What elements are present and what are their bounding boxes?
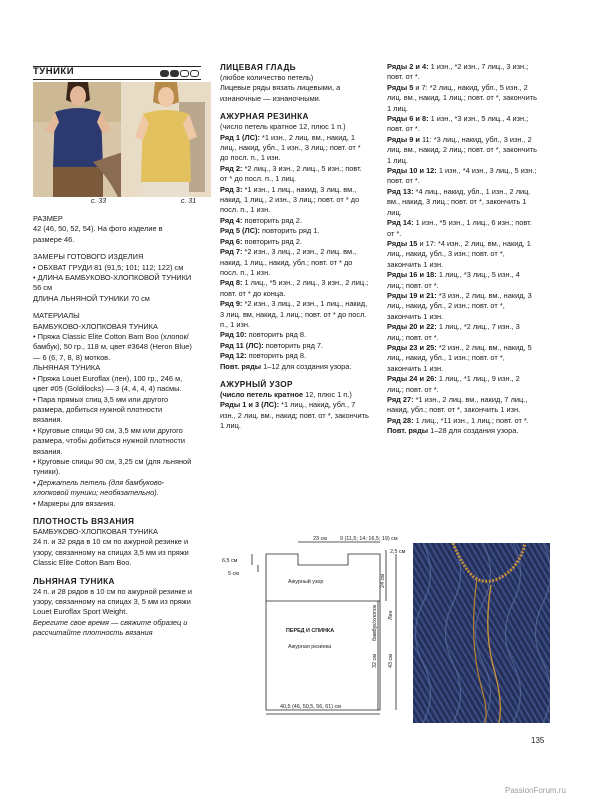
lace-row	[387, 187, 537, 218]
knit-swatch-photo	[413, 543, 550, 723]
rib-row	[220, 341, 370, 351]
row-label: Ряды 1 и 3 (ЛС):	[220, 400, 280, 410]
row-label: Ряд 10:	[220, 330, 247, 340]
label-side-24: 24 см	[380, 574, 386, 588]
row-text: 1 лиц., *1 лиц., 9 изн., 2 лиц.; повт. от *.	[387, 374, 520, 394]
gauge-heading: ПЛОТНОСТЬ ВЯЗАНИЯ	[33, 516, 135, 526]
difficulty-pill	[190, 70, 199, 77]
lace-row	[220, 400, 370, 431]
lace-row	[387, 83, 537, 114]
label-rib: Ажурная резинка	[288, 644, 332, 650]
row-text: 1 лиц., *11 изн., 1 лиц.; повт. от *.	[413, 415, 529, 425]
difficulty-pill	[180, 70, 189, 77]
row-label: Ряды 23 и 25:	[387, 342, 437, 352]
lace-row	[387, 62, 537, 83]
gauge-subheading: БАМБУКОВО-ХЛОПКОВАЯ ТУНИКА	[33, 526, 158, 536]
row-label: Ряды 24 и 26:	[387, 374, 437, 384]
measures-line: ДЛИНА ЛЬНЯНОЙ ТУНИКИ 70 см	[33, 293, 150, 303]
label-top-right: 2,5 см	[390, 549, 406, 555]
page-title: ТУНИКИ	[33, 66, 75, 77]
lace-intro-text: 12, плюс 1 п.)	[303, 389, 352, 399]
label-side-bamboo: бамбук/хлопок	[372, 604, 378, 641]
stockinette-text: (любое количество петель)	[220, 73, 314, 82]
lace-intro-bold: (число петель кратное	[220, 389, 304, 399]
row-text: *1 изн., 2 лиц. вм., накид, 7 лиц., накид, убл.; повт. от *, закончить 1 изн.	[387, 395, 528, 415]
stockinette-heading: ЛИЦЕВАЯ ГЛАДЬ	[220, 63, 296, 72]
row-label: Ряды 20 и 22:	[387, 322, 437, 332]
row-text: и 7: *2 лиц., накид, убл., 5 изн., 2 лиц. вм., накид, 1 лиц.; повт. от *, закончить 1 лиц.	[387, 82, 537, 113]
row-text: 1 лиц., *2 лиц., 7 изн., 3 лиц.; повт. от *.	[387, 322, 520, 342]
row-label: Ряд 3:	[220, 184, 243, 194]
materials-item: • Круговые спицы 90 см, 3,5 мм или другого размера, чтобы добиться нужной плотности вязания.	[33, 425, 185, 456]
row-label: Ряд 5 (ЛС):	[220, 226, 260, 236]
row-text: повторить ряд 8.	[246, 330, 307, 340]
row-label: Ряд 8:	[220, 278, 243, 288]
row-text: повторить ряд 2.	[242, 236, 302, 246]
materials-item: • Пряжа Classic Elite Cotton Bam Boo (хлопок/бамбук), 50 гр., 118 м, цвет #3648 (Heron Blue) — 6 (6, 7, 8, 8) мотков.	[33, 332, 192, 362]
row-label: Повт. ряды	[220, 361, 262, 371]
row-label: Ряд 12:	[220, 351, 247, 361]
lace-row	[387, 239, 537, 270]
row-label: Ряды 6 и 8:	[387, 114, 429, 124]
row-text: 1 изн., *2 изн., 7 лиц., 3 изн.; повт. от *.	[387, 62, 529, 82]
row-label: Ряд 13:	[387, 186, 414, 196]
row-text: повторить ряд 7.	[263, 340, 324, 350]
rib-row	[220, 133, 370, 164]
row-text: *2 лиц., 3 изн., 2 лиц., 5 изн.; повт. от * до посл. п., 1 лиц.	[220, 163, 362, 184]
materials-subheading: ЛЬНЯНАЯ ТУНИКА	[33, 363, 101, 373]
column-lace-rows	[387, 62, 537, 437]
row-text: *1 изн., 2 лиц. вм., накид, 1 лиц., накид, убл., 1 изн., 3 лиц.; повт. от * до посл. п., 1 изн.	[220, 132, 361, 163]
label-lace: Ажурный узор	[288, 579, 324, 585]
row-label: Ряд 1 (ЛС):	[220, 132, 260, 142]
row-label: Ряды 2 и 4:	[387, 62, 429, 71]
rib-row	[220, 216, 370, 226]
column-size-materials	[33, 214, 193, 639]
lace-row	[387, 374, 537, 395]
materials-heading: МАТЕРИАЛЫ	[33, 311, 80, 321]
rib-intro: (число петель кратное 12, плюс 1 п.)	[220, 122, 346, 132]
label-neck-1: 6,5 см	[222, 558, 238, 564]
rib-row	[220, 185, 370, 216]
label-side-linen: Лен	[388, 610, 394, 620]
schematic-diagram	[218, 536, 408, 716]
watermark: PassionForum.ru	[505, 786, 566, 795]
lace-intro	[220, 390, 370, 400]
lace-repeat	[387, 426, 537, 436]
row-label: Ряды 16 и 18:	[387, 270, 437, 280]
stockinette-text: Лицевые ряды вязать лицевыми, а изнаночные — изнаночными.	[220, 83, 341, 103]
row-text: *1 изн., 1 лиц., накид, 3 лиц. вм., накид, 1 лиц., 2 изн., 3 лиц.; повт. от * до посл. п., 1 изн.	[220, 184, 360, 215]
page-number: 135	[531, 736, 545, 745]
row-label: Повт. ряды	[387, 426, 429, 436]
rib-row	[220, 164, 370, 185]
row-label: Ряды 10 и 12:	[387, 166, 437, 176]
row-label: Ряд 6:	[220, 236, 243, 246]
row-label: Ряды 5	[387, 82, 414, 92]
row-label: Ряд 9:	[220, 299, 243, 309]
rib-repeat	[220, 362, 370, 372]
label-top-width: 23 см	[313, 536, 327, 542]
size-heading: РАЗМЕР	[33, 214, 63, 223]
materials-subheading: БАМБУКОВО-ХЛОПКОВАЯ ТУНИКА	[33, 321, 158, 331]
rib-heading: АЖУРНАЯ РЕЗИНКА	[220, 112, 309, 122]
label-shoulder: 9 (11,5; 14; 16,5; 19) см	[340, 536, 398, 542]
row-text: *2 изн., 3 лиц., 2 изн., 2 лиц. вм., накид, 1 лиц., накид, убл.; повт. от * до посл. п., 1 изн.	[220, 247, 357, 277]
rib-row	[220, 330, 370, 340]
lace-row	[387, 291, 537, 322]
row-text: 1–28 для создания узора.	[428, 426, 519, 436]
difficulty-pill	[160, 70, 169, 77]
column-patterns	[220, 62, 370, 432]
materials-item: • Держатель петель (для бамбуково-хлопковой туники; необязательно).	[33, 477, 165, 498]
lace-row	[387, 322, 537, 343]
lace-row	[387, 114, 537, 135]
lace-row	[387, 395, 537, 416]
gauge-text: 24 п. и 28 рядов в 10 см по ажурной резинке и узору, связанному на спицах 3, 5 мм из пряжи Louet Euroflax Sport Weight.	[33, 586, 193, 617]
row-label: Ряды 19 и 21:	[387, 290, 437, 300]
difficulty-indicator	[159, 70, 199, 77]
rib-row	[220, 247, 370, 278]
row-text: 1 лиц., *5 изн., 2 лиц., 3 изн., 2 лиц.; повт. от * до конца.	[220, 278, 369, 298]
row-text: 1–12 для создания узора.	[261, 361, 352, 371]
gauge-text: 24 п. и 32 ряда в 10 см по ажурной резинке и узору, связанному на спицах 3,5 мм из пряжи Classic Elite Cotton Bam Boo.	[33, 537, 189, 568]
rib-row	[220, 278, 370, 299]
lace-heading: АЖУРНЫЙ УЗОР	[220, 379, 293, 389]
row-text: и 17: *4 изн., 2 лиц. вм., накид, 1 лиц., накид, убл., 3 изн.; повт. от *, закончить 1 изн.	[387, 238, 531, 269]
rib-row	[220, 237, 370, 247]
row-text: *3 изн., 2 лиц. вм., накид, 3 лиц., накид, убл., 2 изн.; повт. от *, закончить 1 изн.	[387, 290, 532, 321]
row-text: 1 изн., *4 изн., 3 лиц., 5 изн.; повт. от *.	[387, 166, 537, 186]
lace-row	[387, 416, 537, 426]
rib-row	[220, 299, 370, 330]
photo-caption-left: с. 33	[91, 198, 107, 205]
row-text: 1 изн., *3 изн., 5 лиц., 4 изн.; повт. от *.	[387, 114, 529, 134]
materials-item: • Маркеры для вязания.	[33, 498, 116, 508]
lace-row	[387, 166, 537, 187]
gauge-subheading-linen: ЛЬНЯНАЯ ТУНИКА	[33, 576, 115, 586]
row-label: Ряд 28:	[387, 415, 414, 425]
lace-row	[387, 218, 537, 239]
row-text: 1 лиц., *3 лиц., 5 изн., 4 лиц.; повт. от *.	[387, 270, 520, 290]
row-label: Ряд 14:	[387, 218, 414, 228]
row-text: *2 изн., 3 лиц., 2 изн., 1 лиц., накид, 3 лиц. вм, накид, 1 лиц.; повт. от * до посл. п., 1 изн.	[220, 299, 368, 329]
row-label: Ряды 9 и	[387, 134, 420, 144]
row-text: повторить ряд 8.	[246, 351, 307, 361]
row-label: Ряд 4:	[220, 215, 243, 225]
row-label: Ряд 2:	[220, 163, 243, 173]
lace-row	[387, 270, 537, 291]
row-text: повторить ряд 2.	[242, 215, 302, 225]
row-text: 1 изн., *5 изн., 1 лиц., 6 изн.; повт. от *.	[387, 218, 532, 238]
measures-line: • ДЛИНА БАМБУКОВО-ХЛОПКОВОЙ ТУНИКИ 56 см	[33, 273, 192, 293]
label-side-32: 32 см	[372, 654, 378, 668]
photo-yellow-tunic	[121, 82, 211, 197]
size-text: 42 (46, 50, 52, 54). На фото изделие в размере 46.	[33, 224, 163, 244]
row-label: Ряд 27:	[387, 395, 414, 404]
label-front-back: ПЕРЕД И СПИНКА	[286, 628, 335, 634]
row-text: повторить ряд 1.	[259, 226, 320, 236]
lace-row	[387, 343, 537, 374]
photo-caption-right: с. 31	[181, 198, 197, 205]
rib-row	[220, 351, 370, 361]
section-title-bar	[33, 66, 201, 80]
row-label: Ряд 11 (ЛС):	[220, 340, 264, 350]
label-bottom-width: 40,5 (46, 50,5, 56, 61) см	[280, 704, 341, 710]
materials-item: • Пара прямых спиц 3,5 мм или другого размера, добиться нужной плотности вязания.	[33, 394, 169, 425]
row-text: *4 лиц., накид, убл., 1 изн., 2 лиц. вм., накид, 3 лиц.; повт. от *, закончить 1 лиц.	[387, 186, 531, 217]
rib-row	[220, 226, 370, 236]
measures-line: • ОБХВАТ ГРУДИ 81 (91,5; 101; 112; 122) см	[33, 262, 184, 272]
measures-heading: ЗАМЕРЫ ГОТОВОГО ИЗДЕЛИЯ	[33, 252, 144, 262]
lace-row	[387, 135, 537, 166]
row-label: Ряд 7:	[220, 247, 243, 257]
label-neck-2: 5 см	[228, 571, 239, 577]
row-text: 11: *3 лиц., накид, убл., 3 изн., 2 лиц. вм., накид, 2 лиц.; повт. от *, закончить 1 лиц.	[387, 134, 537, 165]
photo-blue-tunic	[33, 82, 123, 197]
materials-item: • Пряжа Louet Euroflax (лен), 100 гр., 246 м, цвет #05 (Goldilocks) — 3 (4, 4, 4, 4) пасмы.	[33, 373, 183, 394]
materials-item: • Круговые спицы 90 см, 3,25 см (для льняной туники).	[33, 456, 192, 477]
row-text: *2 изн., 2 лиц. вм., накид, 5 лиц., накид, убл., 1 изн.; повт. от *, закончить 1 изн.	[387, 342, 532, 373]
difficulty-pill	[170, 70, 179, 77]
row-label: Ряды 15	[387, 238, 418, 248]
label-side-43: 43 см	[388, 654, 394, 668]
row-text: *1 лиц., накид, убл., 7 изн., 2 лиц. вм., накид; повт. от *, закончить 1 лиц.	[220, 400, 369, 431]
gauge-note: Берегите свое время — свяжите образец и рассчитайте плотность вязания	[33, 617, 188, 638]
